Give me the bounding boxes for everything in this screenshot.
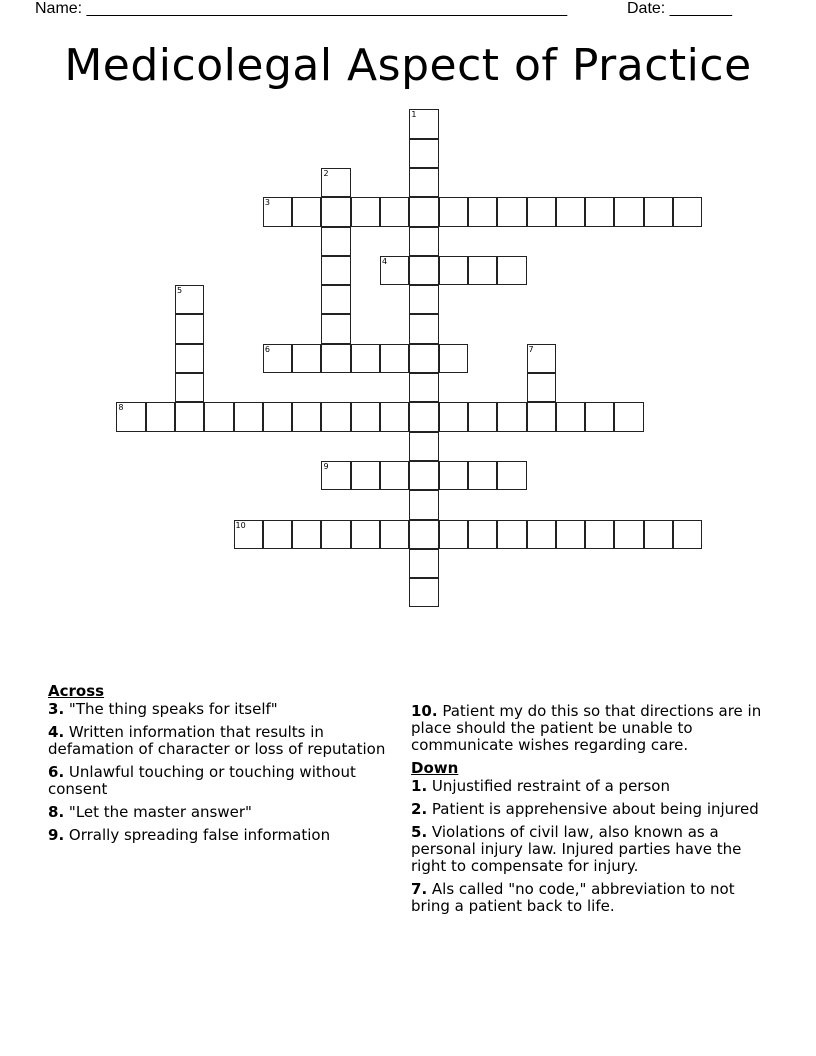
grid-cell[interactable] xyxy=(673,520,702,549)
grid-cell[interactable] xyxy=(175,402,204,431)
clue-across-3: 3. "The thing speaks for itself" xyxy=(48,700,278,718)
grid-cell[interactable] xyxy=(321,285,350,314)
clue-number: 2 xyxy=(323,168,329,178)
down-heading: Down xyxy=(411,759,459,777)
clue-across-10: 10. Patient my do this so that directions are in place should the patient be unable to communicate wishes regarding care. xyxy=(411,702,762,754)
grid-cell[interactable] xyxy=(409,578,438,607)
grid-cell[interactable] xyxy=(409,344,438,373)
clue-down-2: 2. Patient is apprehensive about being injured xyxy=(411,800,759,818)
grid-cell[interactable] xyxy=(497,520,526,549)
grid-cell[interactable] xyxy=(409,490,438,519)
grid-cell[interactable] xyxy=(497,461,526,490)
grid-cell[interactable] xyxy=(644,520,673,549)
right-clues xyxy=(411,703,771,921)
grid-cell[interactable] xyxy=(292,402,321,431)
grid-cell[interactable] xyxy=(439,197,468,226)
date-field[interactable] xyxy=(627,0,732,18)
grid-cell[interactable] xyxy=(234,520,263,549)
grid-cell[interactable] xyxy=(409,432,438,461)
clue-number: 1 xyxy=(411,110,417,120)
name-field[interactable] xyxy=(35,0,567,18)
grid-cell[interactable] xyxy=(146,402,175,431)
grid-cell[interactable] xyxy=(497,197,526,226)
grid-cell[interactable] xyxy=(351,520,380,549)
date-label: Date: xyxy=(627,0,666,17)
grid-cell[interactable] xyxy=(380,402,409,431)
clue-number: 8 xyxy=(118,403,124,413)
grid-cell[interactable] xyxy=(585,520,614,549)
grid-cell[interactable] xyxy=(409,227,438,256)
grid-cell[interactable] xyxy=(380,520,409,549)
grid-cell[interactable] xyxy=(409,314,438,343)
clue-across-9: 9. Orrally spreading false information xyxy=(48,826,331,844)
clue-number: 4 xyxy=(382,256,388,266)
grid-cell[interactable] xyxy=(468,256,497,285)
grid-cell[interactable] xyxy=(380,344,409,373)
page-title: Medicolegal Aspect of Practice xyxy=(64,40,752,91)
clue-number: 3 xyxy=(264,198,270,208)
grid-cell[interactable] xyxy=(234,402,263,431)
grid-cell[interactable] xyxy=(321,344,350,373)
grid-cell[interactable] xyxy=(439,344,468,373)
across-clues xyxy=(48,683,388,850)
grid-cell[interactable] xyxy=(556,197,585,226)
grid-cell[interactable] xyxy=(175,314,204,343)
grid-cell[interactable] xyxy=(614,402,643,431)
grid-cell[interactable] xyxy=(527,197,556,226)
grid-cell[interactable] xyxy=(439,520,468,549)
grid-cell[interactable] xyxy=(351,344,380,373)
grid-cell[interactable] xyxy=(292,344,321,373)
grid-cell[interactable] xyxy=(497,256,526,285)
grid-cell[interactable] xyxy=(527,402,556,431)
grid-cell[interactable] xyxy=(409,520,438,549)
grid-cell[interactable] xyxy=(439,256,468,285)
grid-cell[interactable] xyxy=(644,197,673,226)
grid-cell[interactable] xyxy=(439,461,468,490)
clue-across-8: 8. "Let the master answer" xyxy=(48,803,252,821)
grid-cell[interactable] xyxy=(527,373,556,402)
grid-cell[interactable] xyxy=(263,520,292,549)
grid-cell[interactable] xyxy=(292,197,321,226)
grid-cell[interactable] xyxy=(614,197,643,226)
grid-cell[interactable] xyxy=(409,285,438,314)
name-label: Name: xyxy=(35,0,83,17)
clue-number: 7 xyxy=(528,344,534,354)
grid-cell[interactable] xyxy=(439,402,468,431)
clue-across-6: 6. Unlawful touching or touching without consent xyxy=(48,763,356,798)
grid-cell[interactable] xyxy=(468,461,497,490)
grid-cell[interactable] xyxy=(468,520,497,549)
grid-cell[interactable] xyxy=(468,197,497,226)
grid-cell[interactable] xyxy=(321,197,350,226)
grid-cell[interactable] xyxy=(321,314,350,343)
grid-cell[interactable] xyxy=(409,109,438,138)
grid-cell[interactable] xyxy=(380,256,409,285)
grid-cell[interactable] xyxy=(263,402,292,431)
clue-down-7: 7. Als called "no code," abbreviation to not bring a patient back to life. xyxy=(411,880,735,915)
grid-cell[interactable] xyxy=(351,402,380,431)
grid-cell[interactable] xyxy=(409,402,438,431)
clue-number: 10 xyxy=(235,520,246,530)
grid-cell[interactable] xyxy=(409,139,438,168)
grid-cell[interactable] xyxy=(263,197,292,226)
grid-cell[interactable] xyxy=(585,197,614,226)
across-heading: Across xyxy=(48,682,105,700)
clue-down-5: 5. Violations of civil law, also known as a personal injury law. Injured parties have the right to compensate for injury. xyxy=(411,823,742,875)
grid-cell[interactable] xyxy=(527,520,556,549)
clue-number: 5 xyxy=(176,286,183,296)
grid-cell[interactable] xyxy=(380,197,409,226)
grid-cell[interactable] xyxy=(175,285,204,314)
clue-across-4: 4. Written information that results in defamation of character or loss of reputation xyxy=(48,723,386,758)
grid-cell[interactable] xyxy=(409,549,438,578)
grid-cell[interactable] xyxy=(321,402,350,431)
grid-cell[interactable] xyxy=(116,402,145,431)
grid-cell[interactable] xyxy=(321,168,350,197)
grid-cell[interactable] xyxy=(468,402,497,431)
clue-number: 9 xyxy=(323,461,329,471)
grid-cell[interactable] xyxy=(321,227,350,256)
grid-cell[interactable] xyxy=(351,461,380,490)
clue-number: 6 xyxy=(264,344,270,354)
grid-cell[interactable] xyxy=(175,344,204,373)
grid-cell[interactable] xyxy=(497,402,526,431)
grid-cell[interactable] xyxy=(351,197,380,226)
grid-cell[interactable] xyxy=(321,461,350,490)
grid-cell[interactable] xyxy=(380,461,409,490)
grid-cell[interactable] xyxy=(585,402,614,431)
grid-cell[interactable] xyxy=(321,520,350,549)
grid-cell[interactable] xyxy=(614,520,643,549)
grid-cell[interactable] xyxy=(292,520,321,549)
grid-cell[interactable] xyxy=(409,168,438,197)
grid-cell[interactable] xyxy=(409,373,438,402)
grid-cell[interactable] xyxy=(204,402,233,431)
date-blank[interactable]: _______ xyxy=(669,0,732,17)
grid-cell[interactable] xyxy=(556,402,585,431)
grid-cell[interactable] xyxy=(321,256,350,285)
name-blank[interactable]: ______________________________________________________ xyxy=(86,0,568,17)
grid-cell[interactable] xyxy=(175,373,204,402)
grid-cell[interactable] xyxy=(556,520,585,549)
grid-cell[interactable] xyxy=(409,197,438,226)
grid-cell[interactable] xyxy=(409,461,438,490)
grid-cell[interactable] xyxy=(409,256,438,285)
grid-cell[interactable] xyxy=(527,344,556,373)
grid-cell[interactable] xyxy=(673,197,702,226)
grid-cell[interactable] xyxy=(263,344,292,373)
clue-down-1: 1. Unjustified restraint of a person xyxy=(411,777,670,795)
